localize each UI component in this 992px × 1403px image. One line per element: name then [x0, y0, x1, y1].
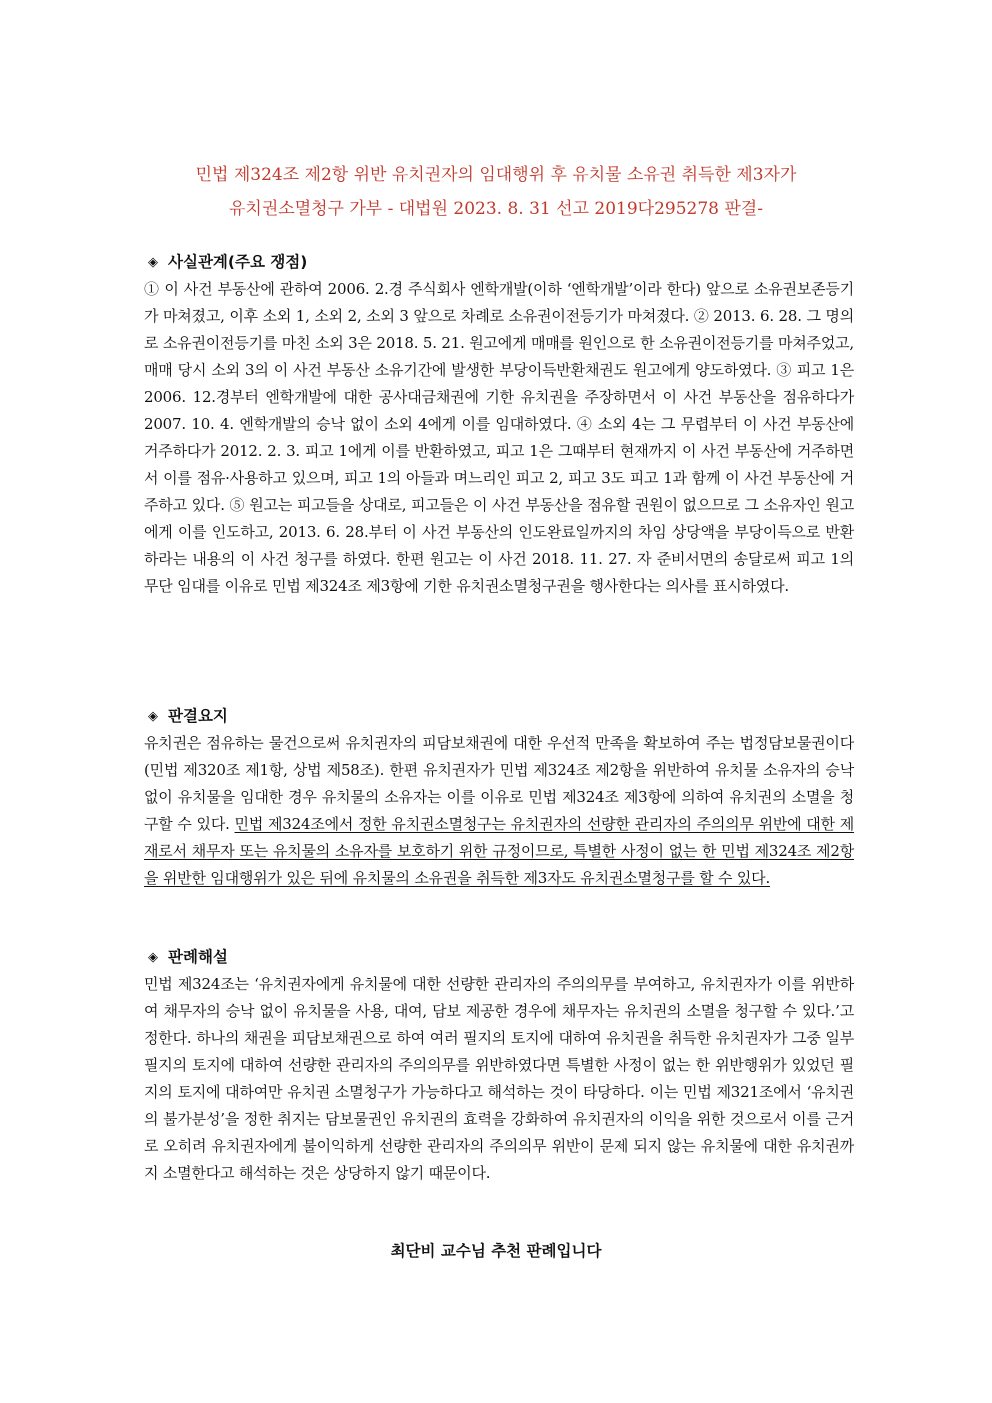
- summary-section: [144, 703, 854, 892]
- summary-text: [144, 730, 854, 892]
- facts-heading: [144, 249, 854, 276]
- title-line-1: 민법 제324조 제2항 위반 유치권자의 임대행위 후 유치물 소유권 취득한 제3자가: [195, 165, 797, 185]
- facts-text: ① 이 사건 부동산에 관하여 2006. 2.경 주식회사 엔학개발(이하 ‘엔학개발’이라 한다) 앞으로 소유권보존등기가 마쳐졌고, 이후 소외 1, 소외 2, 소외 3 앞으로 차례로 소유권이전등기가 마쳐졌다. ② 2013. 6. 28. 그 명의로 소유권이전등기를 마친 소외 3은 2018. 5. 21. 원고에게 매매를 원인으로 한 소유권이전등기를 마쳐주었고, 매매 당시 소외 3의 이 사건 부동산 소유기간에 발생한 부당이득반환채권도 원고에게 양도하였다. ③ 피고 1은 2006. 12.경부터 엔학개발에 대한 공사대금채권에 기한 유치권을 주장하면서 이 사건 부동산을 점유하다가 2007. 10. 4. 엔학개발의 승낙 없이 소외 4에게 이를 임대하였다. ④ 소외 4는 그 무렵부터 이 사건 부동산에 거주하다가 2012. 2. 3. 피고 1에게 이를 반환하였고, 피고 1은 그때부터 현재까지 이 사건 부동산에 거주하면서 이를 점유·사용하고 있으며, 피고 1의 아들과 며느리인 피고 2, 피고 3도 피고 1과 함께 이 사건 부동산에 거주하고 있다. ⑤ 원고는 피고들을 상대로, 피고들은 이 사건 부동산을 점유할 권원이 없으므로 그 소유자인 원고에게 이를 인도하고, 2013. 6. 28.부터 이 사건 부동산의 인도완료일까지의 차임 상당액을 부당이득으로 반환하라는 내용의 이 사건 청구를 하였다. 한편 원고는 이 사건 2018. 11. 27. 자 준비서면의 송달로써 피고 1의 무단 임대를 이유로 민법 제324조 제3항에 기한 유치권소멸청구권을 행사한다는 의사를 표시하였다.: [144, 280, 854, 595]
- facts-section: [144, 249, 854, 600]
- commentary-heading-label: 판례해설: [168, 948, 228, 966]
- diamond-bullet-icon: ◈: [148, 709, 158, 724]
- commentary-section: [144, 944, 854, 1187]
- commentary-text: 민법 제324조는 ‘유치권자에게 유치물에 대한 선량한 관리자의 주의의무를 부여하고, 유치권자가 이를 위반하여 채무자의 승낙 없이 유치물을 사용, 대여, 담보 제공한 경우에 채무자는 유치권의 소멸을 청구할 수 있다.’고 정한다. 하나의 채권을 피담보채권으로 하여 여러 필지의 토지에 대하여 유치권을 취득한 유치권자가 그중 일부 필지의 토지에 대하여 선량한 관리자의 주의의무를 위반하였다면 특별한 사정이 없는 한 위반행위가 있었던 필지의 토지에 대하여만 유치권 소멸청구가 가능하다고 해석하는 것이 타당하다. 이는 민법 제321조에서 ‘유치권의 불가분성’을 정한 취지는 담보물권인 유치권의 효력을 강화하여 유치권자의 이익을 위한 것으로서 이를 근거로 오히려 유치권자에게 불이익하게 선량한 관리자의 주의의무 위반이 문제 되지 않는 유치물에 대한 유치권까지 소멸한다고 해석하는 것은 상당하지 않기 때문이다.: [144, 975, 854, 1182]
- diamond-bullet-icon: ◈: [148, 255, 158, 270]
- facts-heading-label: 사실관계(주요 쟁점): [168, 253, 308, 271]
- footer-recommendation: 최단비 교수님 추천 판례입니다: [390, 1242, 602, 1260]
- summary-text-underlined: 민법 제324조에서 정한 유치권소멸청구는 유치권자의 선량한 관리자의 주의의무 위반에 대한 제재로서 채무자 또는 유치물의 소유자를 보호하기 위한 규정이므로, 특별한 사정이 없는 한 민법 제324조 제2항을 위반한 임대행위가 있은 뒤에 유치물의 소유권을 취득한 제3자도 유치권소멸청구를 할 수 있다.: [144, 815, 854, 887]
- summary-text-plain: 유치권은 점유하는 물건으로써 유치권자의 피담보채권에 대한 우선적 만족을 확보하여 주는 법정담보물권이다(민법 제320조 제1항, 상법 제58조). 한편 유치권자가 민법 제324조 제2항을 위반하여 유치물 소유자의 승낙 없이 유치물을 임대한 경우 유치물의 소유자는 이를 이유로 민법 제324조 제3항에 의하여 유치권의 소멸을 청구할 수 있다.: [144, 734, 854, 833]
- document-title: [100, 158, 892, 226]
- summary-heading-label: 판결요지: [168, 707, 228, 725]
- title-line-2: 유치권소멸청구 가부 - 대법원 2023. 8. 31 선고 2019다295278 판결-: [229, 199, 763, 219]
- diamond-bullet-icon: ◈: [148, 950, 158, 965]
- summary-heading: [144, 703, 854, 730]
- commentary-heading: [144, 944, 854, 971]
